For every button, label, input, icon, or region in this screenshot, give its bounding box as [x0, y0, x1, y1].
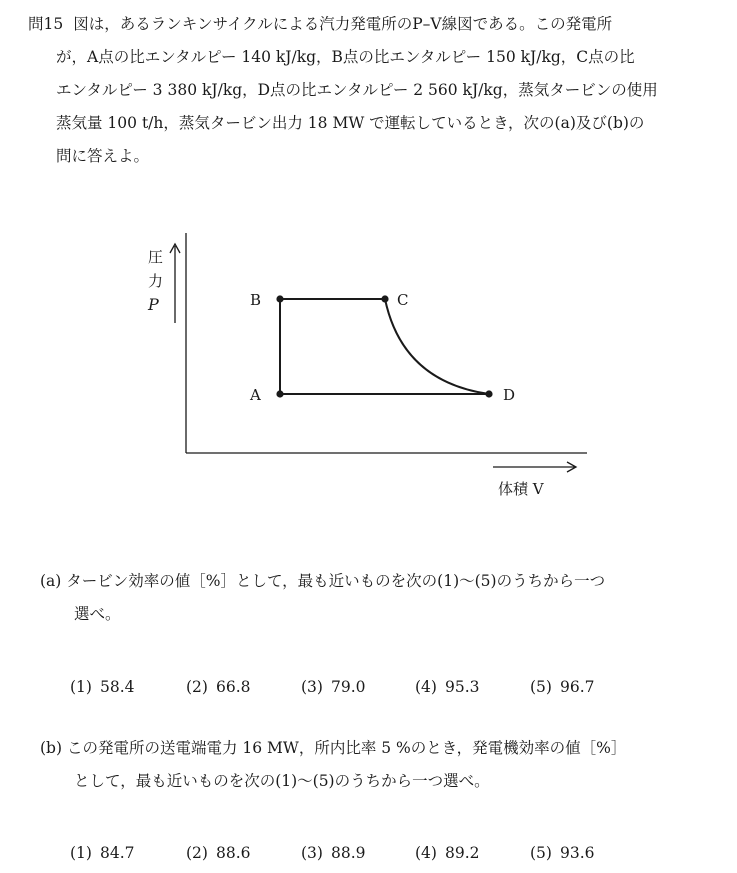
- part-a-choice-5[interactable]: (5) 96.7: [530, 678, 595, 696]
- part-b-line-1: (b) この発電所の送電端電力 16 MW，所内比率 5 %のとき，発電機効率の値［%］: [40, 739, 627, 757]
- y-axis-label-char-2: 力: [148, 272, 164, 290]
- problem-line-4: 蒸気量 100 t/h，蒸気タービン出力 18 MW で運転しているとき，次の(a)及び(b)の: [56, 114, 645, 132]
- part-a-line-2: 選べ。: [74, 605, 121, 623]
- part-b-choice-2[interactable]: (2) 88.6: [186, 844, 251, 862]
- point-b-label: B: [250, 291, 262, 309]
- part-b-choice-5[interactable]: (5) 93.6: [530, 844, 595, 862]
- problem-line-1: 図は，あるランキンサイクルによる汽力発電所のP–V線図である。この発電所: [73, 15, 613, 33]
- part-a-choice-1[interactable]: (1) 58.4: [70, 678, 135, 696]
- pv-diagram: [135, 228, 605, 513]
- part-a-line-1: (a) タービン効率の値［%］として，最も近いものを次の(1)～(5)のうちから一つ: [40, 572, 606, 590]
- part-a-choices: [70, 672, 710, 702]
- part-b-choices: [70, 838, 710, 868]
- part-a-choice-4[interactable]: (4) 95.3: [415, 678, 480, 696]
- question-number: 問15: [28, 15, 64, 33]
- point-a-label: A: [250, 386, 261, 404]
- y-axis-label-symbol: P: [148, 295, 159, 314]
- x-axis-label: 体積 V: [498, 480, 544, 498]
- point-a: [276, 390, 283, 397]
- part-b-question: [40, 732, 720, 798]
- point-d: [485, 390, 492, 397]
- part-b-choice-4[interactable]: (4) 89.2: [415, 844, 480, 862]
- problem-statement: [28, 8, 718, 173]
- point-b: [276, 295, 283, 302]
- y-axis-label-char-1: 圧: [148, 248, 164, 266]
- part-a-question: [40, 565, 720, 631]
- part-b-line-2: として，最も近いものを次の(1)～(5)のうちから一つ選べ。: [74, 772, 490, 790]
- part-b-choice-3[interactable]: (3) 88.9: [301, 844, 366, 862]
- part-b-choice-1[interactable]: (1) 84.7: [70, 844, 135, 862]
- problem-line-2: が，A点の比エンタルピー 140 kJ/kg，B点の比エンタルピー 150 kJ/kg，C点の比: [56, 48, 635, 66]
- part-a-choice-3[interactable]: (3) 79.0: [301, 678, 366, 696]
- point-c: [381, 295, 388, 302]
- problem-line-5: 問に答えよ。: [56, 147, 150, 165]
- point-c-label: C: [397, 291, 409, 309]
- point-d-label: D: [503, 386, 516, 404]
- problem-line-3: エンタルピー 3 380 kJ/kg，D点の比エンタルピー 2 560 kJ/kg，蒸気タービンの使用: [56, 81, 658, 99]
- part-a-choice-2[interactable]: (2) 66.8: [186, 678, 251, 696]
- process-c-d: [385, 299, 489, 394]
